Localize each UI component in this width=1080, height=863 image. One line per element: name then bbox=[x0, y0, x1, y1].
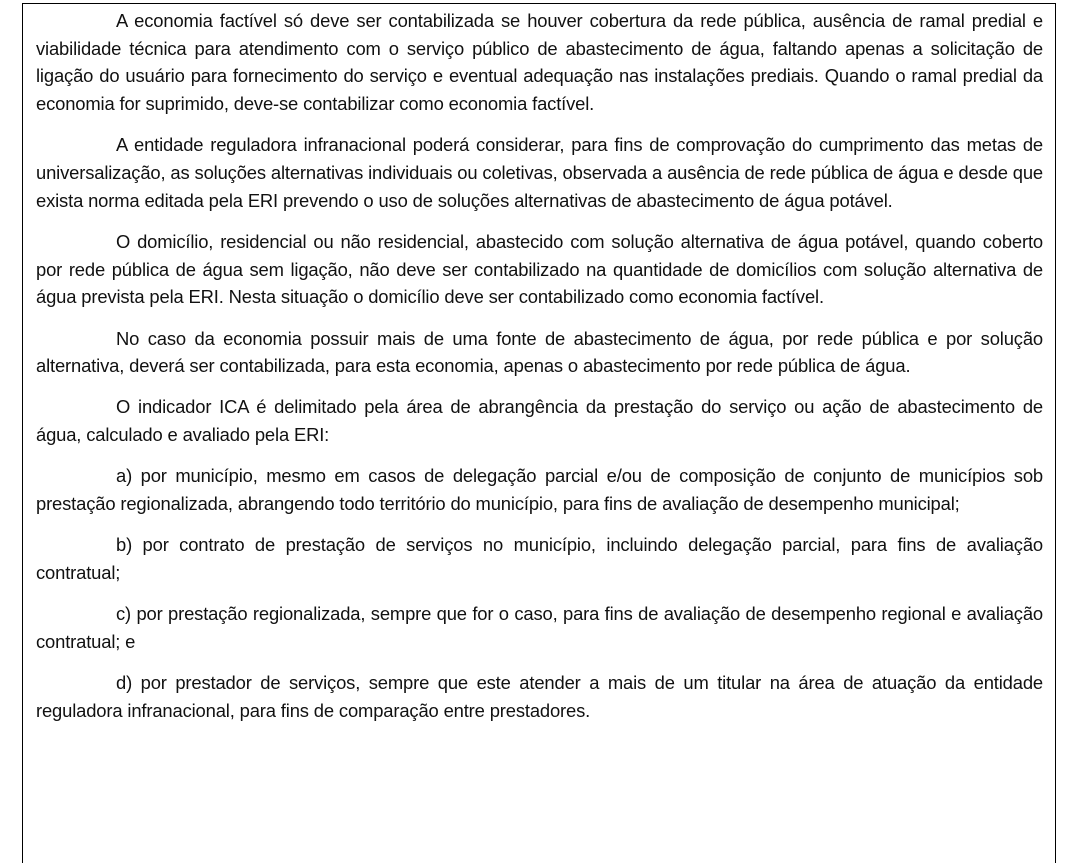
paragraph-solucoes-alternativas: A entidade reguladora infranacional poderá considerar, para fins de comprovação do cumprimento das metas de universalização, as soluções alternativas individuais ou coletivas, observada a ausência de rede pública de água e desde que exista norma editada pela ERI prevendo o uso de soluções alternativas de abastecimento de água potável. bbox=[36, 134, 1043, 211]
paragraph-mais-de-uma-fonte: No caso da economia possuir mais de uma fonte de abastecimento de água, por rede pública e por solução alternativa, deverá ser contabilizada, para esta economia, apenas o abastecimento por rede pública de água. bbox=[36, 327, 1043, 377]
list-item-a: a) por município, mesmo em casos de delegação parcial e/ou de composição de conjunto de municípios sob prestação regionalizada, abrangendo todo território do município, para fins de avaliação de desempenho municipal; bbox=[36, 465, 1043, 515]
list-item-b: b) por contrato de prestação de serviços no município, incluindo delegação parcial, para fins de avaliação contratual; bbox=[36, 534, 1043, 583]
list-item-d: d) por prestador de serviços, sempre que este atender a mais de um titular na área de atuação da entidade reguladora infranacional, para fins de comparação entre prestadores. bbox=[36, 672, 1043, 721]
list-item-c: c) por prestação regionalizada, sempre que for o caso, para fins de avaliação de desempenho regional e avaliação contratual; e bbox=[36, 603, 1043, 652]
paragraph-economia-factivel: A economia factível só deve ser contabilizada se houver cobertura da rede pública, ausência de ramal predial e viabilidade técnica para atendimento com o serviço público de abastecimento de água, faltando apenas a solicitação de ligação do usuário para fornecimento do serviço e eventual adequação nas instalações prediais. Quando o ramal predial da economia for suprimido, deve-se contabilizar como economia factível. bbox=[36, 10, 1043, 115]
paragraph-indicador-ica: O indicador ICA é delimitado pela área de abrangência da prestação do serviço ou ação de abastecimento de água, calculado e avaliado pela ERI: bbox=[36, 396, 1043, 446]
document-text-box bbox=[22, 3, 1056, 863]
paragraph-domicilio: O domicílio, residencial ou não residencial, abastecido com solução alternativa de água potável, quando coberto por rede pública de água sem ligação, não deve ser contabilizado na quantidade de domicílios com solução alternativa de água prevista pela ERI. Nesta situação o domicílio deve ser contabilizado como economia factível. bbox=[36, 230, 1043, 308]
